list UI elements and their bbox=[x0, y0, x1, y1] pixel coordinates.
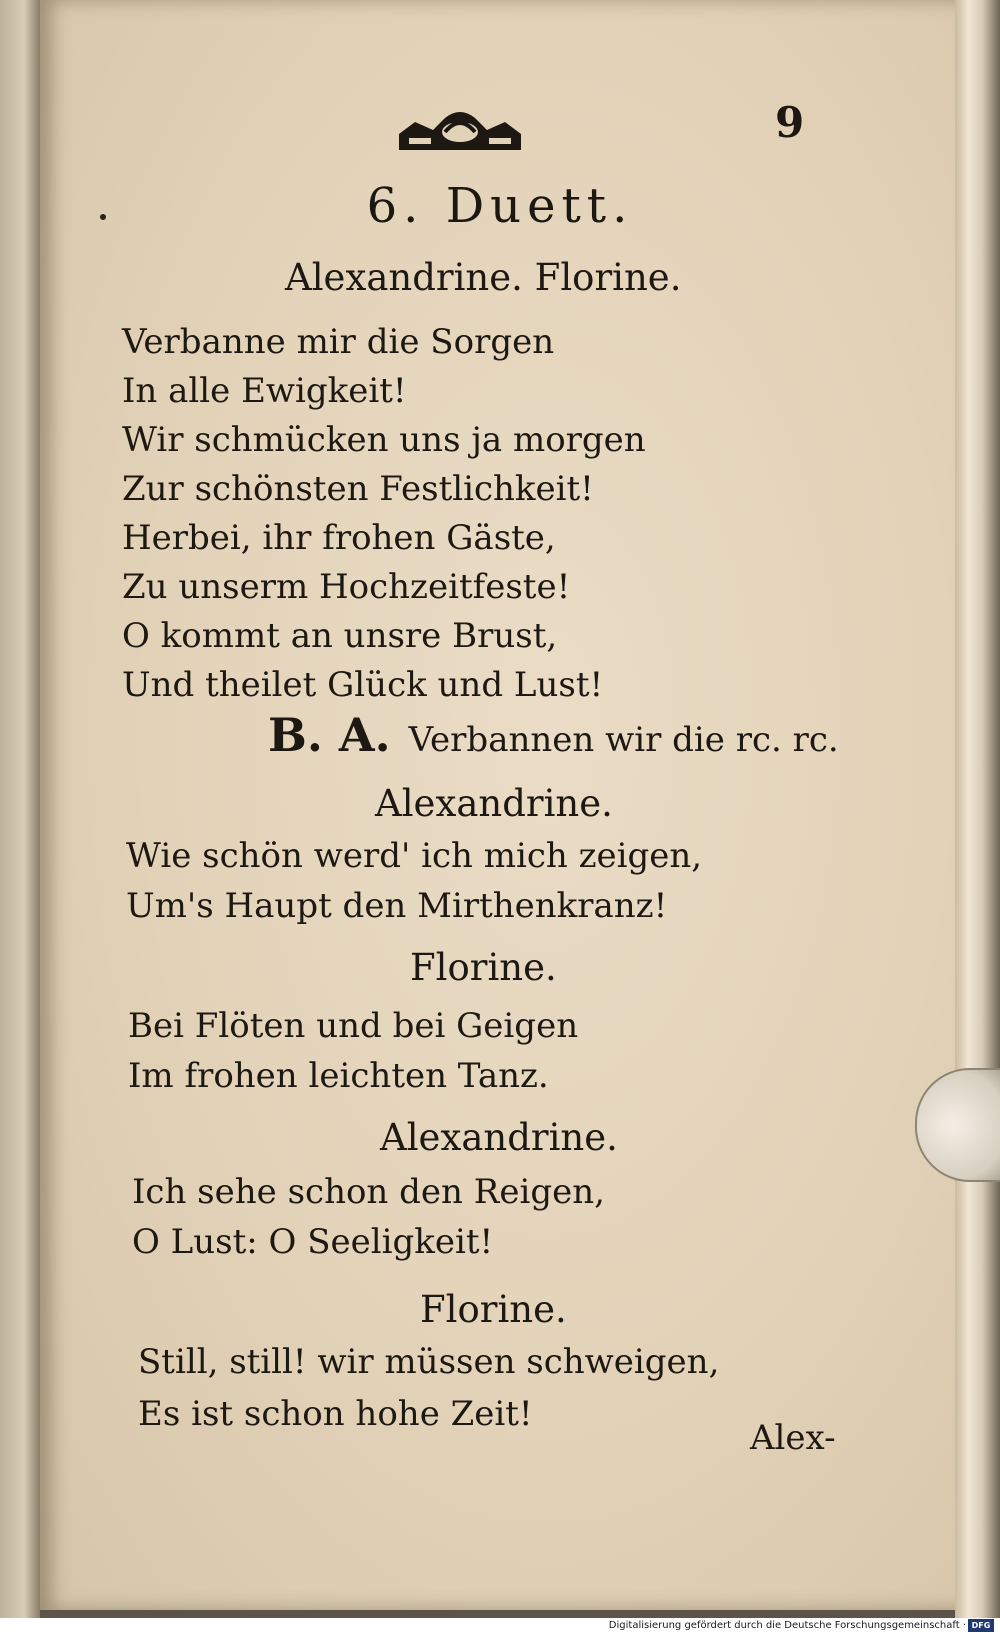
dfg-logo: DFG bbox=[968, 1619, 994, 1632]
verse-line: Still, still! wir müssen schweigen, bbox=[138, 1342, 720, 1382]
page-title: 6. Duett. bbox=[366, 178, 634, 234]
chorus-initials: B. A. bbox=[268, 708, 391, 762]
verse-line: In alle Ewigkeit! bbox=[122, 371, 407, 411]
page-number: 9 bbox=[775, 98, 805, 147]
verse-line: Herbei, ihr frohen Gäste, bbox=[122, 518, 556, 558]
verse-line: Verbanne mir die Sorgen bbox=[122, 322, 555, 362]
chorus-text: Verbannen wir die rc. rc. bbox=[408, 720, 839, 760]
verse-line: Es ist schon hohe Zeit! bbox=[138, 1394, 533, 1434]
chorus-line bbox=[268, 708, 839, 762]
verse-line: Wir schmücken uns ja morgen bbox=[122, 420, 646, 460]
footer-credit: Digitalisierung gefördert durch die Deutsche Forschungsgemeinschaft · bbox=[608, 1620, 966, 1631]
speaker-heading-both: Alexandrine. Florine. bbox=[285, 256, 682, 299]
verse-line: Wie schön werd' ich mich zeigen, bbox=[126, 836, 703, 876]
verse-line: Bei Flöten und bei Geigen bbox=[128, 1006, 579, 1046]
verse-line: O kommt an unsre Brust, bbox=[122, 616, 558, 656]
right-page-edge bbox=[955, 0, 1000, 1618]
speaker-heading-florine: Florine. bbox=[410, 946, 557, 989]
left-page-edge bbox=[0, 0, 40, 1618]
verse-line: Und theilet Glück und Lust! bbox=[122, 665, 604, 705]
speaker-heading-florine: Florine. bbox=[420, 1288, 567, 1331]
verse-line: Zu unserm Hochzeitfeste! bbox=[122, 567, 571, 607]
speaker-heading-alexandrine: Alexandrine. bbox=[380, 1116, 618, 1159]
verse-line: Ich sehe schon den Reigen, bbox=[132, 1172, 605, 1212]
speaker-heading-alexandrine: Alexandrine. bbox=[375, 782, 613, 825]
verse-line: Um's Haupt den Mirthenkranz! bbox=[126, 886, 668, 926]
catchword: Alex- bbox=[750, 1418, 836, 1458]
verse-line: Im frohen leichten Tanz. bbox=[128, 1056, 549, 1096]
verse-line: O Lust: O Seeligkeit! bbox=[132, 1222, 494, 1262]
ornament-vignette-icon bbox=[395, 108, 525, 160]
verse-line: Zur schönsten Festlichkeit! bbox=[122, 469, 594, 509]
